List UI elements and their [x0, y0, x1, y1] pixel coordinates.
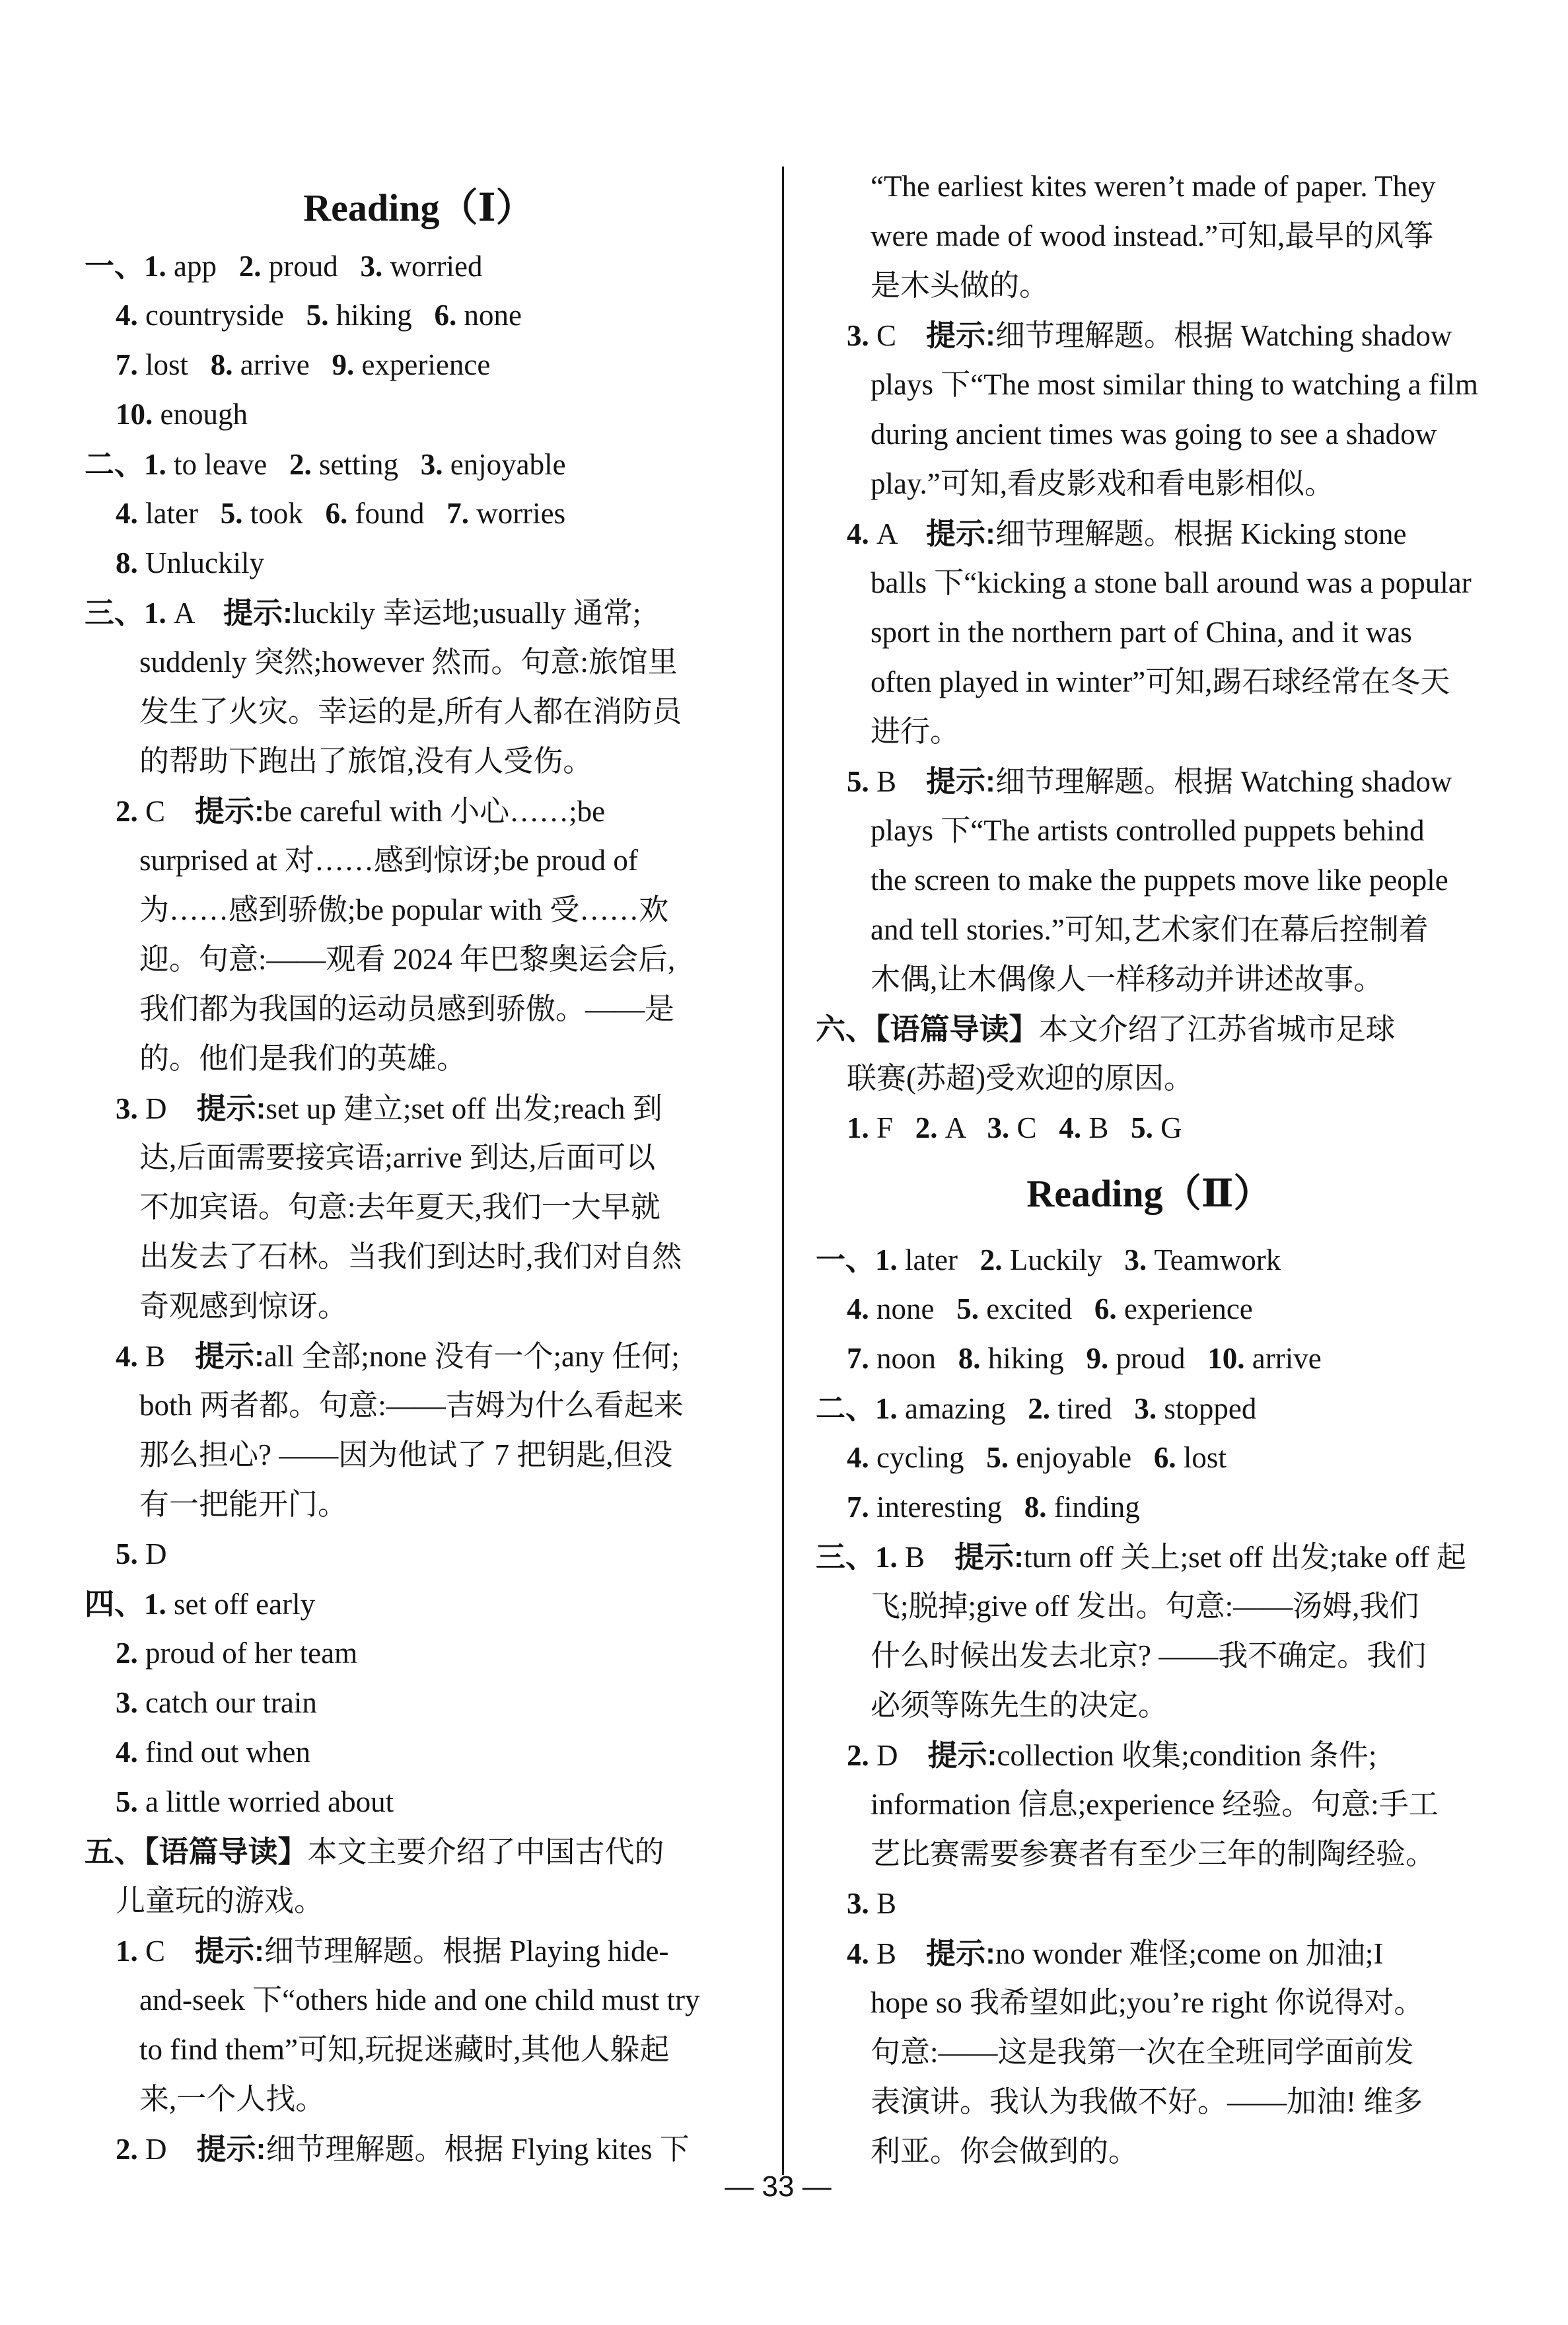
text-line — [816, 1780, 1483, 1829]
text-line — [85, 1282, 753, 1331]
text-run: D — [145, 1092, 197, 1125]
text-run: the screen to make the puppets move like people — [871, 864, 1448, 897]
text-line — [85, 1331, 753, 1381]
text-line — [85, 2124, 753, 2174]
text-run: B — [876, 1937, 927, 1970]
text-line — [816, 2127, 1483, 2176]
text-run: suddenly 突然;however 然而。句意:旅馆里 — [139, 646, 678, 679]
text-line — [816, 1054, 1483, 1103]
text-run: 迎。句意:——观看 2024 年巴黎奥运会后, — [139, 943, 676, 976]
label-run: 提示: — [195, 1339, 265, 1373]
text-run: no wonder 难怪;come on 加油;I — [995, 1937, 1384, 1970]
number-run: 7. — [446, 497, 477, 530]
label-run: 一、 — [816, 1243, 876, 1276]
text-line — [816, 1730, 1483, 1780]
label-run: 提示: — [926, 517, 996, 550]
text-line — [816, 806, 1483, 856]
number-run: 3. — [1124, 1243, 1155, 1276]
text-line — [85, 1975, 753, 2025]
number-run: 3. — [987, 1111, 1017, 1144]
text-run: proud of her team — [145, 1637, 358, 1670]
text-run: app — [174, 250, 239, 283]
text-line — [816, 856, 1483, 905]
text-run: B — [905, 1541, 955, 1574]
text-line — [85, 588, 753, 638]
text-run: be careful with 小心……;be — [264, 795, 606, 828]
text-run: tired — [1057, 1392, 1135, 1425]
number-run: 5. — [847, 765, 876, 798]
text-line — [816, 1483, 1483, 1532]
number-run: 2. — [238, 250, 269, 283]
label-run: 提示: — [954, 1540, 1024, 1574]
text-line — [816, 558, 1483, 608]
text-run: enjoyable — [450, 448, 566, 481]
text-run: set up 建立;set off 出发;reach 到 — [266, 1092, 662, 1125]
text-run: 我们都为我国的运动员感到骄傲。——是 — [139, 992, 675, 1025]
text-run: took — [250, 497, 326, 530]
text-run: later — [145, 497, 221, 530]
text-line — [85, 638, 753, 687]
text-run: sport in the northern part of China, and it was — [871, 616, 1412, 649]
number-run: 10. — [1207, 1342, 1252, 1375]
text-run: Teamwork — [1154, 1243, 1281, 1276]
text-run: both 两者都。句意:——吉姆为什么看起来 — [139, 1389, 684, 1422]
text-run: 细节理解题。根据 Flying kites 下 — [266, 2133, 690, 2166]
text-line — [85, 1183, 753, 1232]
text-run: C — [145, 1935, 196, 1968]
text-line — [85, 1430, 753, 1480]
text-line — [816, 311, 1483, 360]
number-run: 9. — [332, 348, 362, 381]
label-run: 提示: — [195, 794, 265, 828]
text-line — [85, 1133, 753, 1183]
label-run: 提示: — [926, 318, 996, 352]
text-line — [816, 1929, 1483, 1978]
number-run: 6. — [434, 299, 464, 332]
text-run: 那么担心? ——因为他试了 7 把钥匙,但没 — [139, 1438, 673, 1471]
text-run: D — [145, 1537, 167, 1570]
left-column — [85, 175, 753, 2174]
text-run: lost — [145, 348, 211, 381]
text-run: 达,后面需要接宾语;arrive 到达,后面可以 — [139, 1141, 656, 1174]
number-run: 1. — [847, 1111, 876, 1144]
text-line — [816, 1284, 1483, 1334]
text-run: arrive — [1252, 1342, 1322, 1375]
number-run: 4. — [847, 1441, 876, 1474]
text-line — [816, 211, 1483, 261]
text-line — [816, 1582, 1483, 1631]
text-line — [816, 1681, 1483, 1730]
text-line — [85, 439, 753, 489]
text-line — [85, 241, 753, 291]
text-run: worried — [390, 250, 483, 283]
number-run: 1. — [875, 1243, 906, 1276]
number-run: 5. — [116, 1537, 145, 1570]
number-run: 4. — [116, 299, 145, 332]
text-run: 儿童玩的游戏。 — [116, 1884, 324, 1917]
text-line — [816, 955, 1483, 1004]
text-line — [816, 459, 1483, 509]
text-line — [816, 1004, 1483, 1054]
label-run: 提示: — [223, 596, 293, 630]
number-run: 2. — [116, 1637, 145, 1670]
text-line — [85, 1876, 753, 1926]
label-run: 二、 — [85, 447, 145, 481]
text-run: play.”可知,看皮影戏和看电影相似。 — [871, 467, 1335, 500]
text-line — [85, 1381, 753, 1430]
text-line — [85, 2025, 753, 2075]
text-run: balls 下“kicking a stone ball around was a popular — [871, 566, 1472, 599]
text-run: A — [174, 597, 224, 630]
text-run: 来,一个人找。 — [139, 2083, 326, 2116]
text-run: 发生了火灾。幸运的是,所有人都在消防员 — [139, 695, 682, 728]
text-run: 句意:——这是我第一次在全班同学面前发 — [871, 2036, 1414, 2069]
text-run: to find them”可知,玩捉迷藏时,其他人躲起 — [139, 2033, 670, 2066]
number-run: 3. — [420, 448, 450, 481]
right-column-bottom-lines — [816, 1235, 1483, 2176]
text-line — [816, 1532, 1483, 1582]
number-run: 2. — [980, 1243, 1010, 1276]
number-run: 2. — [116, 2133, 145, 2166]
text-run: arrive — [240, 348, 332, 381]
text-line — [816, 509, 1483, 558]
text-run: lost — [1183, 1441, 1227, 1474]
text-run: 的。他们是我们的英雄。 — [139, 1042, 467, 1075]
text-run: finding — [1053, 1491, 1140, 1524]
text-run: proud — [1116, 1342, 1208, 1375]
number-run: 2. — [847, 1739, 876, 1772]
text-line — [816, 1433, 1483, 1483]
text-line — [816, 1384, 1483, 1433]
text-run: 联赛(苏超)受欢迎的原因。 — [847, 1062, 1194, 1095]
text-run: a little worried about — [145, 1785, 394, 1818]
text-run: enough — [160, 398, 248, 431]
text-line — [85, 1777, 753, 1827]
number-run: 4. — [847, 1937, 876, 1970]
text-run: plays 下“The most similar thing to watching a film — [871, 368, 1478, 401]
text-line — [816, 1103, 1483, 1153]
label-run: 提示: — [196, 1091, 266, 1125]
number-run: 3. — [847, 1887, 876, 1920]
label-run: 六、 — [816, 1012, 876, 1046]
text-run: 出发去了石林。当我们到达时,我们对自然 — [139, 1240, 682, 1273]
text-line — [85, 687, 753, 737]
number-run: 1. — [144, 448, 174, 481]
text-run: hiking — [336, 299, 435, 332]
text-run: catch our train — [145, 1686, 317, 1719]
number-run: 4. — [116, 1340, 145, 1373]
number-run: 9. — [1086, 1342, 1116, 1375]
number-run: 8. — [958, 1342, 988, 1375]
text-run: 飞;脱掉;give off 发出。句意:——汤姆,我们 — [871, 1590, 1419, 1623]
text-run: B — [876, 1887, 897, 1920]
number-run: 1. — [116, 1935, 145, 1968]
text-run: were made of wood instead.”可知,最早的风筝 — [871, 219, 1434, 252]
text-run: none — [876, 1292, 957, 1325]
text-run: 木偶,让木偶像人一样移动并讲述故事。 — [871, 963, 1384, 996]
number-run: 4. — [116, 1736, 145, 1769]
number-run: 4. — [1059, 1111, 1089, 1144]
text-run: 有一把能开门。 — [139, 1488, 348, 1521]
text-run: luckily 幸运地;usually 通常; — [293, 597, 641, 630]
text-line — [85, 291, 753, 340]
text-run: turn off 关上;set off 出发;take off 起 — [1024, 1541, 1466, 1574]
text-line — [85, 836, 753, 885]
text-run: interesting — [876, 1491, 1024, 1524]
label-run: 二、 — [816, 1391, 876, 1425]
text-run: excited — [986, 1292, 1094, 1325]
page-number: — 33 — — [725, 2170, 832, 2203]
label-run: 提示: — [926, 1937, 996, 1970]
text-run: 细节理解题。根据 Playing hide- — [264, 1935, 669, 1968]
number-run: 3. — [116, 1686, 145, 1719]
text-run: 细节理解题。根据 Kicking stone — [995, 517, 1407, 550]
text-run: 什么时候出发去北京? ——我不确定。我们 — [871, 1639, 1427, 1672]
text-run: during ancient times was going to see a shadow — [871, 418, 1437, 451]
number-run: 4. — [847, 1292, 876, 1325]
text-line — [85, 340, 753, 390]
text-line — [816, 757, 1483, 806]
text-run: 不加宾语。句意:去年夏天,我们一大早就 — [139, 1191, 660, 1224]
text-run: 利亚。你会做到的。 — [871, 2135, 1139, 2168]
reading-1-title: Reading（Ⅰ） — [303, 186, 534, 229]
text-run: collection 收集;condition 条件; — [997, 1739, 1377, 1772]
text-line — [85, 737, 753, 786]
text-line — [85, 1480, 753, 1530]
number-run: 4. — [116, 497, 145, 530]
number-run: 5. — [306, 299, 336, 332]
text-line — [816, 707, 1483, 757]
text-run: setting — [318, 448, 421, 481]
text-line — [816, 1235, 1483, 1284]
number-run: 5. — [956, 1292, 987, 1325]
label-run: 四、 — [85, 1587, 145, 1621]
text-line — [816, 1879, 1483, 1929]
text-run: Luckily — [1009, 1243, 1125, 1276]
left-column-lines — [85, 241, 753, 2174]
text-run: Unluckily — [145, 546, 264, 579]
text-line — [85, 1530, 753, 1579]
label-run: 【语篇导读】 — [144, 1835, 308, 1868]
text-line — [816, 1631, 1483, 1681]
label-run: 一、 — [85, 249, 145, 283]
text-run: proud — [268, 250, 361, 283]
right-column — [816, 162, 1483, 2176]
text-run: C — [876, 319, 927, 352]
text-run: all 全部;none 没有一个;any 任何; — [264, 1340, 680, 1373]
text-run: 是木头做的。 — [871, 269, 1050, 302]
text-line — [85, 1827, 753, 1876]
text-line — [816, 1334, 1483, 1384]
label-run: 三、 — [816, 1540, 876, 1574]
text-line — [816, 2028, 1483, 2077]
text-line — [816, 2077, 1483, 2127]
text-run: plays 下“The artists controlled puppets behind — [871, 814, 1425, 847]
text-run: 进行。 — [871, 715, 960, 748]
text-line — [85, 786, 753, 836]
text-run: A — [944, 1111, 987, 1144]
number-run: 7. — [847, 1342, 876, 1375]
text-line — [816, 905, 1483, 955]
text-line — [816, 410, 1483, 459]
label-run: 提示: — [927, 1738, 997, 1772]
text-line — [85, 1084, 753, 1133]
text-run: hope so 我希望如此;you’re right 你说得对。 — [871, 1986, 1424, 2019]
text-run: find out when — [145, 1736, 310, 1769]
number-run: 4. — [847, 517, 876, 550]
text-run: information 信息;experience 经验。句意:手工 — [871, 1788, 1439, 1821]
text-run: D — [145, 2133, 197, 2166]
number-run: 1. — [875, 1392, 906, 1425]
text-line — [816, 360, 1483, 410]
text-run: noon — [876, 1342, 958, 1375]
text-line — [85, 1926, 753, 1975]
number-run: 1. — [144, 597, 174, 630]
number-run: 2. — [289, 448, 319, 481]
text-run: 细节理解题。根据 Watching shadow — [995, 319, 1452, 352]
text-run: B — [876, 765, 927, 798]
text-run: and tell stories.”可知,艺术家们在幕后控制着 — [871, 913, 1429, 946]
text-line — [816, 608, 1483, 657]
text-run: F — [876, 1111, 915, 1144]
text-run: C — [145, 795, 196, 828]
text-line — [85, 1579, 753, 1629]
number-run: 7. — [847, 1491, 876, 1524]
reading-2-title: Reading（Ⅱ） — [1026, 1172, 1272, 1215]
text-line — [85, 984, 753, 1034]
number-run: 2. — [915, 1111, 945, 1144]
text-line — [85, 1728, 753, 1777]
text-run: C — [1016, 1111, 1059, 1144]
number-run: 6. — [1153, 1441, 1184, 1474]
number-run: 5. — [116, 1785, 145, 1818]
text-run: set off early — [174, 1588, 316, 1621]
number-run: 1. — [144, 250, 174, 283]
text-run: none — [464, 299, 522, 332]
text-run: cycling — [876, 1441, 987, 1474]
text-line — [85, 2075, 753, 2124]
text-run: 艺比赛需要参赛者有至少三年的制陶经验。 — [871, 1837, 1436, 1870]
number-run: 5. — [220, 497, 250, 530]
number-run: 2. — [116, 795, 145, 828]
text-run: G — [1160, 1111, 1182, 1144]
text-run: 细节理解题。根据 Watching shadow — [995, 765, 1452, 798]
text-run: experience — [1123, 1292, 1253, 1325]
number-run: 7. — [116, 348, 145, 381]
number-run: 8. — [210, 348, 240, 381]
text-run: amazing — [905, 1392, 1028, 1425]
text-run: enjoyable — [1016, 1441, 1154, 1474]
text-run: worries — [476, 497, 566, 530]
number-run: 8. — [116, 546, 145, 579]
label-run: 提示: — [196, 2132, 266, 2166]
label-run: 五、 — [85, 1835, 145, 1868]
text-line — [85, 1629, 753, 1678]
text-line — [85, 935, 753, 984]
number-run: 3. — [360, 250, 390, 283]
number-run: 3. — [847, 319, 876, 352]
text-line — [816, 261, 1483, 311]
text-line — [816, 657, 1483, 707]
number-run: 2. — [1028, 1392, 1058, 1425]
text-run: often played in winter”可知,踢石球经常在冬天 — [871, 665, 1450, 698]
text-run: later — [905, 1243, 980, 1276]
number-run: 3. — [116, 1092, 145, 1125]
text-run: A — [876, 517, 927, 550]
text-run: found — [355, 497, 447, 530]
text-run: experience — [361, 348, 491, 381]
number-run: 10. — [116, 398, 160, 431]
text-line — [816, 1978, 1483, 2028]
text-line — [85, 489, 753, 538]
text-run: D — [876, 1739, 928, 1772]
text-line — [85, 1232, 753, 1282]
text-run: 奇观感到惊讶。 — [139, 1290, 348, 1323]
text-line — [85, 1678, 753, 1728]
text-run: surprised at 对……感到惊讶;be proud of — [139, 844, 638, 877]
text-line — [816, 1829, 1483, 1879]
label-run: 三、 — [85, 596, 145, 630]
column-divider — [782, 166, 784, 2175]
text-run: B — [145, 1340, 196, 1373]
text-run: 必须等陈先生的决定。 — [871, 1689, 1168, 1722]
number-run: 3. — [1134, 1392, 1164, 1425]
number-run: 6. — [1094, 1292, 1124, 1325]
text-run: “The earliest kites weren’t made of paper. They — [871, 170, 1436, 203]
text-line — [85, 1034, 753, 1084]
number-run: 5. — [986, 1441, 1016, 1474]
text-run: 的帮助下跑出了旅馆,没有人受伤。 — [139, 745, 593, 778]
text-line — [85, 885, 753, 935]
label-run: 提示: — [926, 764, 996, 798]
text-line — [816, 162, 1483, 211]
number-run: 1. — [875, 1541, 906, 1574]
text-run: and-seek 下“others hide and one child must try — [139, 1983, 700, 2016]
text-run: B — [1088, 1111, 1131, 1144]
number-run: 6. — [325, 497, 355, 530]
text-run: stopped — [1164, 1392, 1257, 1425]
text-run: to leave — [174, 448, 289, 481]
number-run: 8. — [1024, 1491, 1054, 1524]
text-line — [85, 538, 753, 588]
text-line — [85, 390, 753, 439]
right-column-top-lines — [816, 162, 1483, 1153]
text-run: 本文主要介绍了中国古代的 — [307, 1835, 664, 1868]
text-run: 表演讲。我认为我做不好。——加油! 维多 — [871, 2085, 1423, 2118]
text-run: countryside — [145, 299, 306, 332]
text-run: hiking — [987, 1342, 1087, 1375]
number-run: 1. — [144, 1588, 174, 1621]
number-run: 5. — [1131, 1111, 1161, 1144]
text-run: 本文介绍了江苏省城市足球 — [1038, 1013, 1396, 1046]
label-run: 【语篇导读】 — [875, 1012, 1039, 1046]
text-run: 为……感到骄傲;be popular with 受……欢 — [139, 893, 669, 926]
label-run: 提示: — [195, 1934, 265, 1968]
